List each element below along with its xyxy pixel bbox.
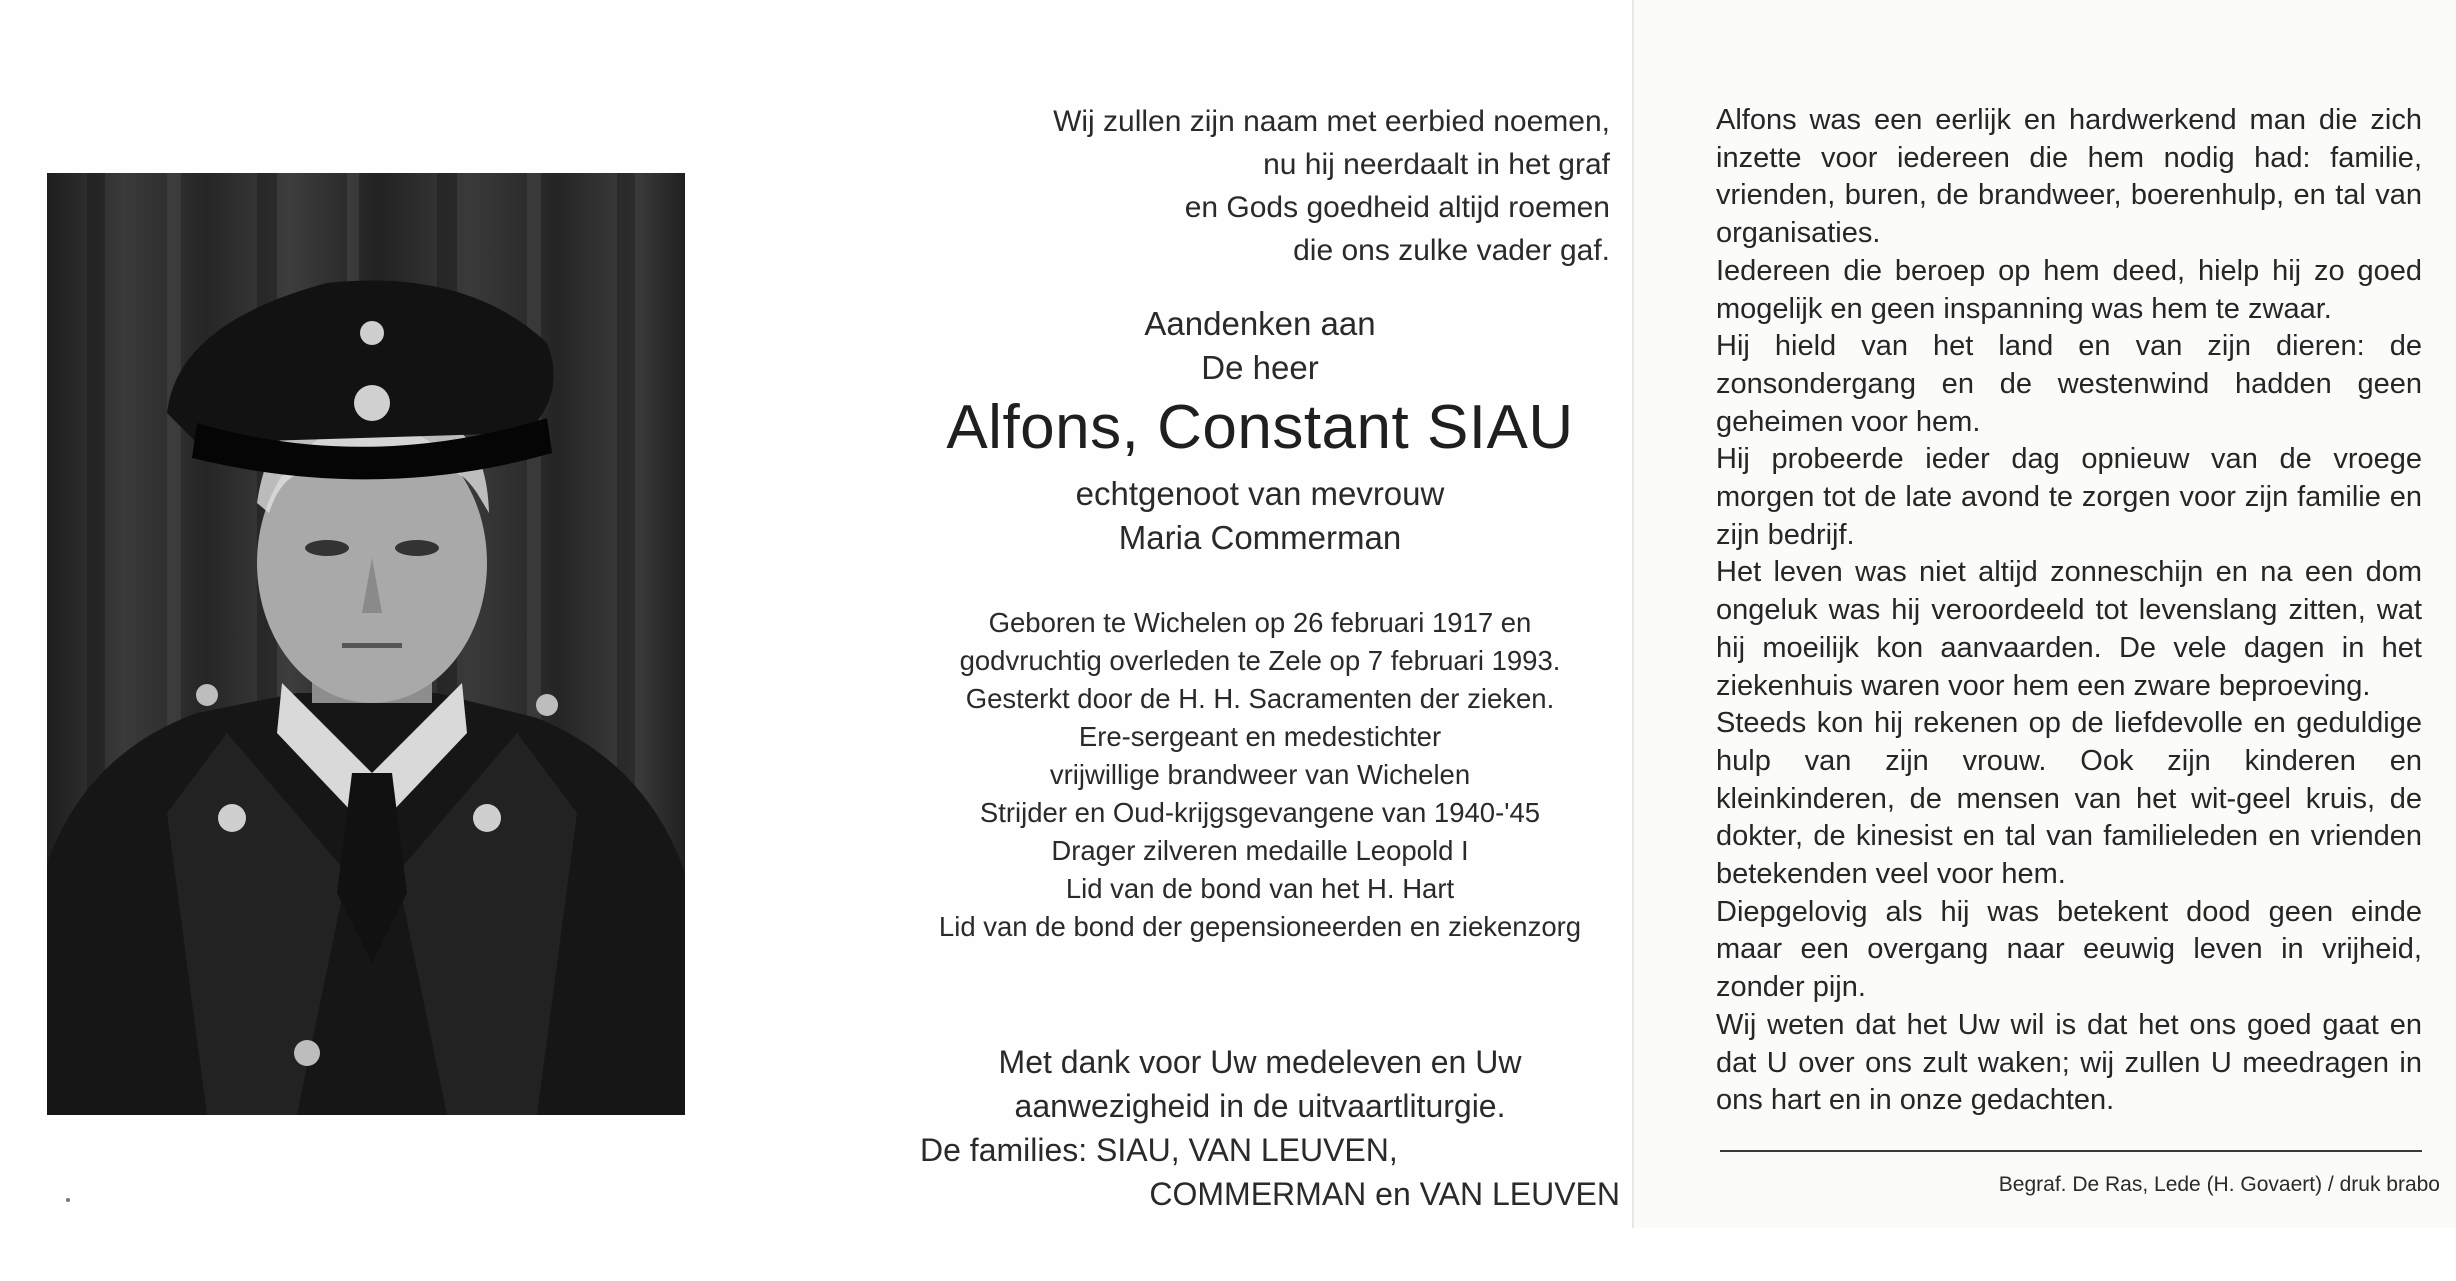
verse-line: en Gods goedheid altijd roemen — [1184, 191, 1610, 224]
tribute-paragraph: Diepgelovig als hij was betekent dood geen einde maar een overgang naar eeuwig leven in vrijheid, zonder pijn. — [1716, 895, 2422, 1004]
spouse-line: echtgenoot van mevrouw — [1075, 475, 1445, 512]
biography — [860, 604, 1660, 946]
portrait-illustration — [47, 173, 685, 1115]
cap-badge — [354, 385, 390, 421]
tribute-text — [1716, 102, 2422, 1120]
verse — [980, 100, 1610, 272]
thanks-line: aanwezigheid in de uitvaartliturgie. — [1014, 1088, 1506, 1124]
verse-line: nu hij neerdaalt in het graf — [1263, 148, 1610, 181]
bio-line: Strijder en Oud-krijgsgevangene van 1940-'45 — [979, 797, 1541, 828]
tribute-paragraph: Iedereen die beroep op hem deed, hielp hij zo goed mogelijk en geen inspanning was hem te zwaar. — [1716, 254, 2422, 325]
cap — [167, 281, 554, 444]
bio-line: Gesterkt door de H. H. Sacramenten der zieken. — [965, 683, 1555, 714]
portrait-photo — [47, 173, 685, 1115]
families-line: COMMERMAN en VAN LEUVEN — [1149, 1176, 1620, 1212]
tribute-paragraph: Wij weten dat het Uw wil is dat het ons goed gaat en dat U over ons zult waken; wij zullen U meedragen in ons hart en in onze gedachten. — [1716, 1008, 2422, 1117]
printer-credit: Begraf. De Ras, Lede (H. Govaert) / druk brabo — [1998, 1173, 2440, 1196]
page-edge — [0, 1228, 2456, 1281]
bio-line: Lid van de bond der gepensioneerden en ziekenzorg — [938, 911, 1582, 942]
verse-line: die ons zulke vader gaf. — [1293, 234, 1610, 267]
thanks-note — [860, 1040, 1660, 1128]
bio-line: godvruchtig overleden te Zele op 7 februari 1993. — [959, 645, 1561, 676]
bio-line: Geboren te Wichelen op 26 februari 1917 en — [988, 607, 1532, 638]
tribute-paragraph: Hij hield van het land en van zijn dieren: de zonsondergang en de westenwind hadden geen geheimen voor hem. — [1716, 330, 2422, 438]
tribute-paragraph: Alfons was een eerlijk en hardwerkend man die zich inzette voor iedereen die hem nodig had: familie, vrienden, buren, de brandweer, boerenhulp, en tal van organisaties. — [1716, 104, 2422, 250]
families-note — [920, 1128, 1620, 1216]
thanks-line: Met dank voor Uw medeleven en Uw — [998, 1044, 1522, 1080]
paper-speck — [66, 1198, 70, 1202]
spouse-name: Maria Commerman — [1118, 519, 1402, 556]
bio-line: Lid van de bond van het H. Hart — [1065, 873, 1455, 904]
bio-line: vrijwillige brandweer van Wichelen — [1049, 759, 1471, 790]
tribute-paragraph: Hij probeerde ieder dag opnieuw van de vroege morgen tot de late avond te zorgen voor zijn familie en zijn bedrijf. — [1716, 443, 2422, 551]
tribute-paragraph: Het leven was niet altijd zonneschijn en na een dom ongeluk was hij veroordeeld tot levenslang zitten, wat hij moeilijk kon aanvaarden. De vele dagen in het ziekenhuis waren voor hem een zware beproeving. — [1716, 556, 2422, 702]
title-line: De heer — [1201, 349, 1319, 386]
verse-line: Wij zullen zijn naam met eerbied noemen, — [1053, 105, 1610, 138]
families-line: De families: SIAU, VAN LEUVEN, — [920, 1132, 1398, 1168]
spouse-block — [860, 472, 1660, 560]
footer-rule — [1720, 1150, 2422, 1152]
tribute-paragraph: Steeds kon hij rekenen op de liefdevolle en geduldige hulp van zijn vrouw. Ook zijn kinderen en kleinkinderen, de mensen van het wit-geel kruis, de dokter, de kinesist en tal van familieleden en vrienden betekenden veel voor hem. — [1716, 707, 2422, 891]
deceased-name: Alfons, Constant SIAU — [946, 393, 1574, 462]
memory-line: Aandenken aan — [1144, 305, 1376, 342]
bio-line: Drager zilveren medaille Leopold I — [1051, 835, 1469, 866]
memory-heading — [860, 302, 1660, 390]
bio-line: Ere-sergeant en medestichter — [1078, 721, 1442, 752]
